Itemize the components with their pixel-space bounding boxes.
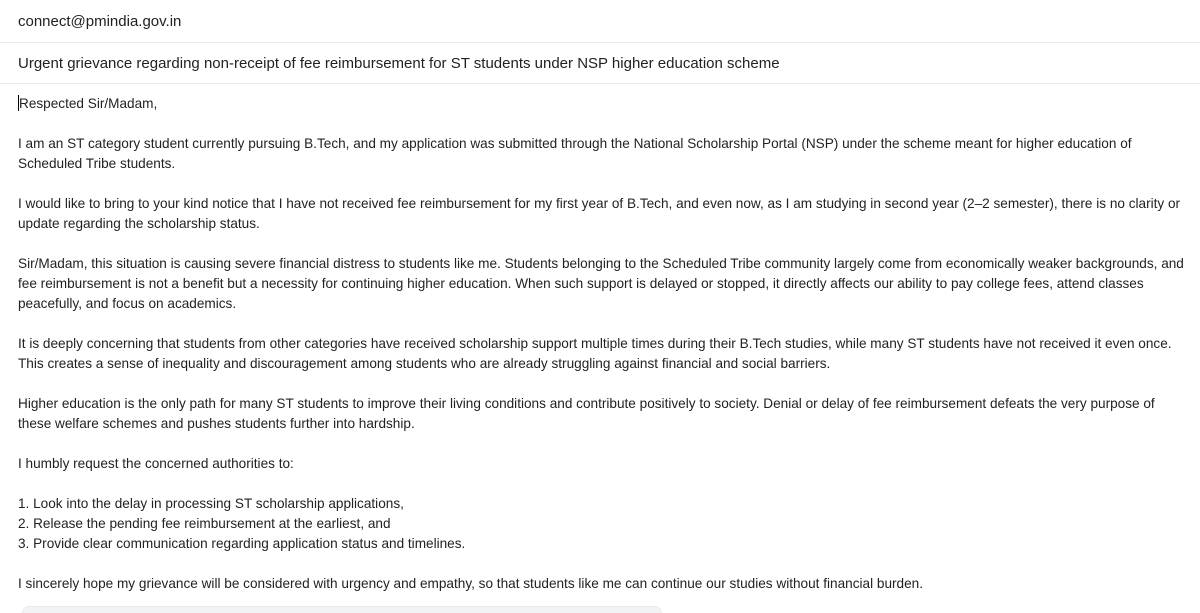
body-paragraph: I would like to bring to your kind notice that I have not received fee reimbursement for my first year of B.Tech, and even now, as I am studying in second year (2–2 semester), there is no clarity or update regarding the scholarship status. [18, 196, 1181, 231]
recipient-chip[interactable]: connect@pmindia.gov.in [18, 13, 182, 30]
closing-paragraph: I sincerely hope my grievance will be considered with urgency and empathy, so that students like me can continue our studies without financial burden. [18, 576, 923, 591]
message-body-editor[interactable] [18, 94, 1190, 613]
request-list-item: 3. Provide clear communication regarding application status and timelines. [18, 536, 466, 551]
greeting-line [18, 94, 1190, 114]
body-paragraph: Higher education is the only path for many ST students to improve their living conditions and contribute positively to society. Denial or delay of fee reimbursement defeats the very purpose of these welfare schemes and pushes students further into hardship. [18, 396, 1155, 431]
request-list-item: 1. Look into the delay in processing ST scholarship applications, [18, 496, 404, 511]
request-list-item: 2. Release the pending fee reimbursement at the earliest, and [18, 516, 391, 531]
body-paragraph: I am an ST category student currently pursuing B.Tech, and my application was submitted through the National Scholarship Portal (NSP) under the scheme meant for higher education of Scheduled Tribe students. [18, 136, 1132, 171]
greeting-text: Respected Sir/Madam, [19, 96, 158, 111]
compose-toolbar-edge [22, 606, 662, 613]
body-paragraph: Sir/Madam, this situation is causing severe financial distress to students like me. Students belonging to the Scheduled Tribe community largely come from economically weaker backgrounds, and fee reimbursement is not a benefit but a necessity for continuing higher education. When such support is delayed or stopped, it directly affects our ability to pay college fees, attend classes peacefully, and focus on academics. [18, 256, 1184, 311]
subject-field-row[interactable] [0, 43, 1200, 84]
to-field-row[interactable] [0, 0, 1200, 43]
body-paragraph: It is deeply concerning that students from other categories have received scholarship support multiple times during their B.Tech studies, while many ST students have not received it even once. This creates a sense of inequality and discouragement among students who are already struggling against financial and social barriers. [18, 336, 1172, 371]
subject-input[interactable]: Urgent grievance regarding non-receipt of fee reimbursement for ST students under NSP higher education scheme [18, 55, 780, 72]
body-paragraph: I humbly request the concerned authorities to: [18, 456, 294, 471]
